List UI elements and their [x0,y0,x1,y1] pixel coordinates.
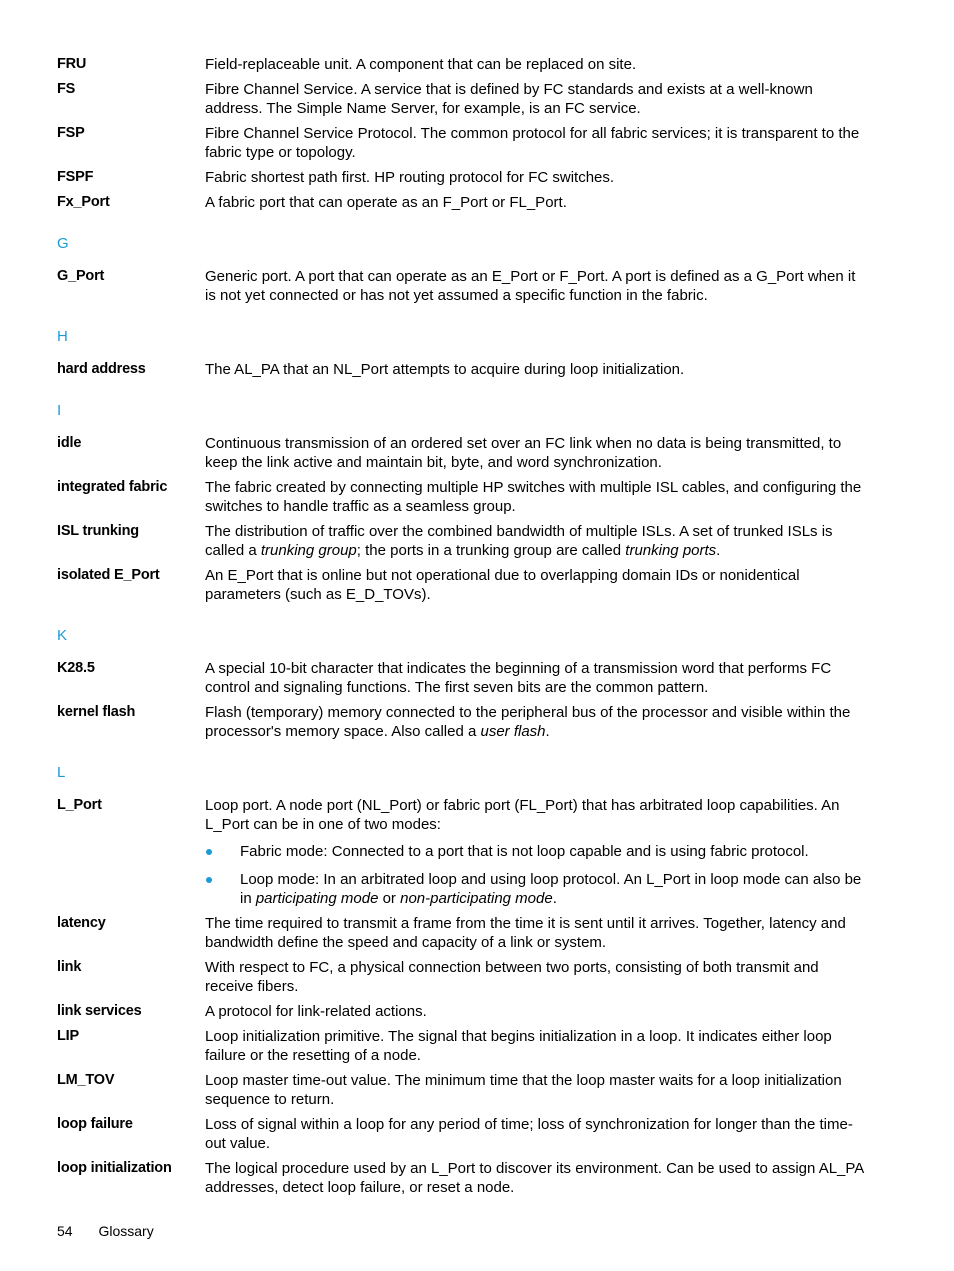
glossary-term: LM_TOV [57,1072,115,1088]
definition-text [205,958,869,996]
definition-text [205,193,869,212]
bullet-icon [206,877,212,883]
text-run: The logical procedure used by an L_Port to discover its environment. Can be used to assign AL_PA addresses, detect loop failure, or reset a node. [205,1160,864,1196]
glossary-term: kernel flash [57,704,136,720]
text-run: The distribution of traffic over the combined bandwidth of multiple ISLs. A set of trunked ISLs is called a [205,523,833,559]
glossary-definition [205,958,869,996]
definition-text [205,360,869,379]
glossary-definition [205,478,869,516]
text-run: Fibre Channel Service. A service that is defined by FC standards and exists at a well-known address. The Simple Name Server, for example, is an FC service. [205,81,813,117]
glossary-term: G_Port [57,268,105,284]
definition-text [205,80,869,118]
text-run: The time required to transmit a frame from the time it is sent until it arrives. Together, latency and bandwidth define the speed and capacity of a link or system. [205,915,846,951]
glossary-entry-latency [57,914,869,952]
definition-text [205,1115,869,1153]
definition-text [205,1071,869,1109]
glossary-entry-hard-address [57,360,869,379]
glossary-entry-l-port [57,796,869,908]
section-letter-h: H [57,328,68,345]
glossary-definition [205,267,869,305]
glossary-definition [205,168,869,187]
glossary-term: FSPF [57,169,94,185]
glossary-entry-idle [57,434,869,472]
glossary-term: loop failure [57,1116,133,1132]
definition-text [205,478,869,516]
glossary-term: ISL trunking [57,523,139,539]
glossary-term: hard address [57,361,146,377]
text-run: . [545,723,550,740]
text-run: Continuous transmission of an ordered set over an FC link when no data is being transmitted, to keep the link active and maintain bit, byte, and word synchronization. [205,435,842,471]
text-run: Flash (temporary) memory connected to the peripheral bus of the processor and visible within the processor's memory space. Also called a [205,704,851,740]
text-run: A protocol for link-related actions. [205,1003,427,1020]
glossary-definition [205,796,869,908]
glossary-term: FSP [57,125,85,141]
glossary-term: LIP [57,1028,79,1044]
glossary-definition [205,1002,869,1021]
glossary-entry-link-services [57,1002,869,1021]
glossary-entry-isolated-e-port [57,566,869,604]
text-run: Loop port. A node port (NL_Port) or fabric port (FL_Port) that has arbitrated loop capabilities. An L_Port can be in one of two modes: [205,797,840,833]
text-run: Loop initialization primitive. The signal that begins initialization in a loop. It indicates either loop failure or the resetting of a node. [205,1028,832,1064]
section-letter-k: K [57,627,68,644]
glossary-term: loop initialization [57,1160,172,1176]
glossary-definition [205,1115,869,1153]
text-run: With respect to FC, a physical connection between two ports, consisting of both transmit and receive fibers. [205,959,819,995]
definition-text [205,267,869,305]
glossary-entry-link [57,958,869,996]
glossary-entry-fsp [57,124,869,162]
glossary-definition [205,1159,869,1197]
glossary-definition [205,1071,869,1109]
glossary-definition [205,566,869,604]
glossary-entry-fspf [57,168,869,187]
glossary-entry-fs [57,80,869,118]
glossary-entry-integrated-fabric [57,478,869,516]
glossary-definition [205,193,869,212]
glossary-definition [205,124,869,162]
glossary-definition [205,659,869,697]
text-run: or [378,890,401,907]
section-letter-l: L [57,764,66,781]
text-run: The AL_PA that an NL_Port attempts to acquire during loop initialization. [205,361,685,378]
glossary-definition [205,55,869,74]
bullet-icon [206,849,212,855]
glossary-entry-loop-failure [57,1115,869,1153]
glossary-definition [205,914,869,952]
glossary-definition [205,360,869,379]
glossary-term: integrated fabric [57,479,168,495]
glossary-page [57,55,869,1203]
glossary-entry-isl-trunking [57,522,869,560]
glossary-entry-lip [57,1027,869,1065]
definition-text [205,1159,869,1197]
glossary-term: link services [57,1003,142,1019]
text-run: . [716,542,721,559]
list-item [205,870,869,908]
text-run: An E_Port that is online but not operational due to overlapping domain IDs or nonidentical parameters (such as E_D_TOVs). [205,567,800,603]
text-run: Loop master time-out value. The minimum time that the loop master waits for a loop initialization sequence to return. [205,1072,842,1108]
glossary-term: K28.5 [57,660,95,676]
definition-text [205,434,869,472]
text-run: ; the ports in a trunking group are called [356,542,626,559]
page-number: 54 [57,1223,73,1239]
text-run: Loss of signal within a loop for any period of time; loss of synchronization for longer than the time-out value. [205,1116,853,1152]
emphasized-term: trunking group [260,542,357,559]
text-run: Fabric mode: Connected to a port that is not loop capable and is using fabric protocol. [240,843,809,860]
definition-text [205,55,869,74]
text-run: Generic port. A port that can operate as an E_Port or F_Port. A port is defined as a G_Port when it is not yet connected or has not yet assumed a specific function in the fabric. [205,268,856,304]
glossary-term: latency [57,915,106,931]
glossary-term: idle [57,435,82,451]
emphasized-term: participating mode [255,890,379,907]
definition-text [205,124,869,162]
emphasized-term: user flash [480,723,546,740]
glossary-definition [205,80,869,118]
definition-text [205,522,869,560]
glossary-entry-k28-5 [57,659,869,697]
text-run: . [552,890,557,907]
section-letter-i: I [57,402,62,419]
section-letter-g: G [57,235,69,252]
definition-text [205,659,869,697]
glossary-term: FS [57,81,76,97]
definition-text [205,1002,869,1021]
text-run: Fibre Channel Service Protocol. The common protocol for all fabric services; it is transparent to the fabric type or topology. [205,125,860,161]
glossary-term: isolated E_Port [57,567,160,583]
definition-text [205,168,869,187]
text-run: Loop mode: In an arbitrated loop and using loop protocol. An L_Port in loop mode can also be in [240,871,862,907]
list-item [205,842,869,861]
glossary-definition [205,1027,869,1065]
glossary-term: FRU [57,56,87,72]
footer-section-title: Glossary [98,1223,154,1239]
glossary-definition [205,434,869,472]
glossary-entry-kernel-flash [57,703,869,741]
definition-text [205,914,869,952]
glossary-entry-loop-initialization [57,1159,869,1197]
glossary-entry-lm-tov [57,1071,869,1109]
definition-text [205,796,869,834]
definition-text [205,1027,869,1065]
glossary-term: L_Port [57,797,102,813]
glossary-term: link [57,959,82,975]
glossary-entry-g-port [57,267,869,305]
text-run: A special 10-bit character that indicates the beginning of a transmission word that performs FC control and signaling functions. The first seven bits are the common pattern. [205,660,832,696]
page-footer [57,1222,154,1241]
glossary-definition [205,522,869,560]
text-run: Fabric shortest path first. HP routing protocol for FC switches. [205,169,615,186]
text-run: Field-replaceable unit. A component that can be replaced on site. [205,56,637,73]
emphasized-term: trunking ports [625,542,717,559]
definition-text [205,566,869,604]
glossary-entry-fru [57,55,869,74]
glossary-entry-fx-port [57,193,869,212]
mode-list [205,842,869,908]
glossary-term: Fx_Port [57,194,110,210]
definition-text [205,703,869,741]
text-run: A fabric port that can operate as an F_Port or FL_Port. [205,194,567,211]
glossary-definition [205,703,869,741]
emphasized-term: non-participating mode [400,890,553,907]
text-run: The fabric created by connecting multiple HP switches with multiple ISL cables, and configuring the switches to handle traffic as a seamless group. [205,479,862,515]
